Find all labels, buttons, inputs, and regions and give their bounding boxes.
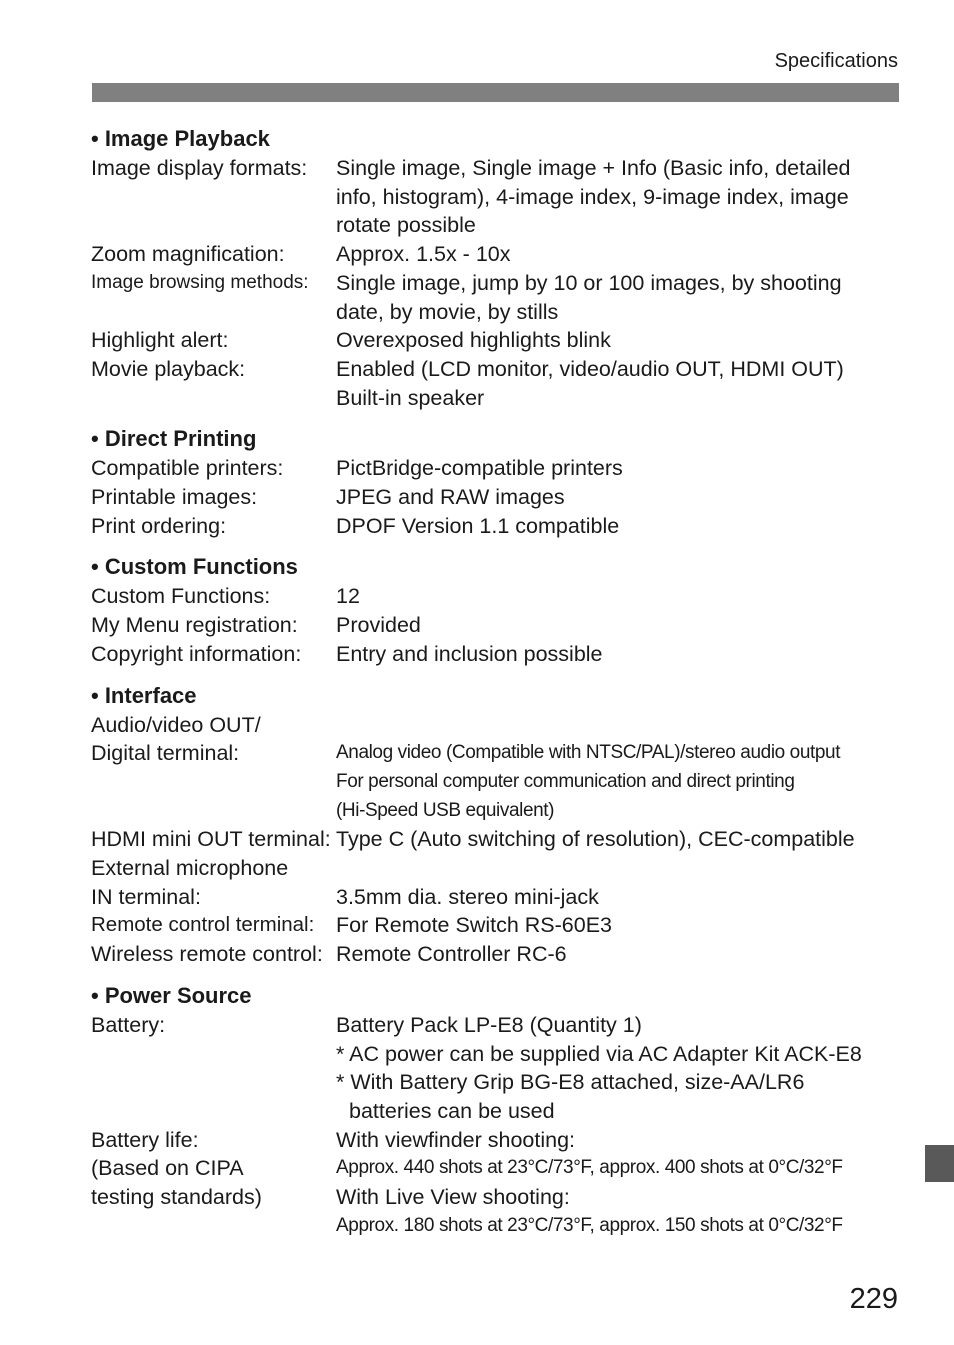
spec-content bbox=[91, 124, 906, 1253]
spec-row bbox=[91, 582, 906, 611]
spec-label: Printable images: bbox=[91, 485, 258, 510]
spec-label: Copyright information: bbox=[91, 641, 302, 666]
spec-value bbox=[336, 739, 906, 825]
spec-row bbox=[91, 1011, 906, 1126]
section-direct-printing bbox=[91, 424, 906, 540]
spec-value bbox=[336, 1126, 906, 1155]
spec-value bbox=[336, 825, 906, 854]
spec-value bbox=[336, 911, 906, 940]
spec-row bbox=[91, 483, 906, 512]
spec-value bbox=[336, 1011, 906, 1126]
spec-row bbox=[91, 240, 906, 269]
spec-label: Print ordering: bbox=[91, 513, 227, 538]
spec-value bbox=[336, 483, 906, 512]
spec-row bbox=[91, 154, 906, 240]
spec-row bbox=[91, 512, 906, 541]
value-line: Approx. 1.5x - 10x bbox=[336, 242, 511, 267]
spec-value bbox=[336, 854, 906, 883]
section-image-playback bbox=[91, 124, 906, 412]
spec-row bbox=[91, 940, 906, 969]
spec-value bbox=[336, 711, 906, 740]
spec-label: Movie playback: bbox=[91, 356, 246, 381]
value-line: For personal computer communication and direct printing bbox=[336, 770, 795, 792]
section-title: • Power Source bbox=[91, 982, 252, 1008]
spec-row bbox=[91, 883, 906, 912]
value-line: 12 bbox=[336, 584, 360, 609]
spec-value bbox=[336, 154, 906, 240]
value-line: Entry and inclusion possible bbox=[336, 641, 603, 666]
spec-label: Compatible printers: bbox=[91, 456, 284, 481]
section-title: • Direct Printing bbox=[91, 426, 257, 452]
spec-row bbox=[91, 711, 906, 740]
value-line: Remote Controller RC-6 bbox=[336, 942, 567, 967]
spec-label: IN terminal: bbox=[91, 884, 201, 909]
section-title: • Interface bbox=[91, 682, 197, 708]
spec-label: Battery: bbox=[91, 1012, 166, 1037]
spec-value bbox=[336, 1212, 906, 1241]
page-number: 229 bbox=[849, 1283, 898, 1315]
spec-row bbox=[91, 1126, 906, 1155]
spec-label: Digital terminal: bbox=[91, 741, 240, 766]
spec-label: testing standards) bbox=[91, 1185, 262, 1210]
header-bar bbox=[92, 83, 899, 102]
spec-label: Battery life: bbox=[91, 1127, 199, 1152]
value-line: DPOF Version 1.1 compatible bbox=[336, 513, 620, 538]
value-line: PictBridge-compatible printers bbox=[336, 456, 623, 481]
spec-row bbox=[91, 326, 906, 355]
spec-value bbox=[336, 640, 906, 669]
value-line: Overexposed highlights blink bbox=[336, 328, 611, 353]
spec-value bbox=[336, 240, 906, 269]
section-interface bbox=[91, 681, 906, 969]
spec-value bbox=[336, 512, 906, 541]
spec-label: External microphone bbox=[91, 856, 289, 881]
value-line: (Hi-Speed USB equivalent) bbox=[336, 799, 555, 821]
spec-value bbox=[336, 1154, 906, 1183]
spec-value bbox=[336, 940, 906, 969]
spec-row bbox=[91, 825, 906, 854]
spec-value bbox=[336, 454, 906, 483]
value-line: * With Battery Grip BG-E8 attached, size-AA/LR6 bbox=[336, 1070, 805, 1095]
spec-row bbox=[91, 1183, 906, 1212]
spec-value bbox=[336, 1183, 906, 1212]
value-line: rotate possible bbox=[336, 213, 476, 238]
spec-label: Custom Functions: bbox=[91, 584, 271, 609]
value-line: Analog video (Compatible with NTSC/PAL)/stereo audio output bbox=[336, 742, 841, 764]
spec-value bbox=[336, 582, 906, 611]
spec-label: Audio/video OUT/ bbox=[91, 712, 261, 737]
spec-value bbox=[336, 883, 906, 912]
value-line: Approx. 180 shots at 23°C/73°F, approx. 150 shots at 0°C/32°F bbox=[336, 1214, 843, 1236]
spec-label: Image browsing methods: bbox=[91, 271, 309, 293]
value-line: Battery Pack LP-E8 (Quantity 1) bbox=[336, 1012, 642, 1037]
value-line: Built-in speaker bbox=[336, 385, 485, 410]
section-title: • Custom Functions bbox=[91, 554, 298, 580]
spec-label bbox=[91, 1212, 336, 1241]
spec-row bbox=[91, 1154, 906, 1183]
spec-label: Image display formats: bbox=[91, 156, 308, 180]
spec-value bbox=[336, 326, 906, 355]
spec-label: Highlight alert: bbox=[91, 328, 229, 353]
value-line: 3.5mm dia. stereo mini-jack bbox=[336, 884, 599, 909]
spec-label: HDMI mini OUT terminal: bbox=[91, 827, 331, 852]
spec-row bbox=[91, 454, 906, 483]
spec-label: My Menu registration: bbox=[91, 613, 298, 638]
value-line: date, by movie, by stills bbox=[336, 299, 559, 324]
spec-row bbox=[91, 640, 906, 669]
value-line: Single image, jump by 10 or 100 images, by shooting bbox=[336, 270, 842, 295]
spec-row bbox=[91, 739, 906, 825]
section-title: • Image Playback bbox=[91, 126, 270, 151]
value-line: info, histogram), 4-image index, 9-image index, image bbox=[336, 184, 849, 209]
spec-value bbox=[336, 355, 906, 412]
value-line: With Live View shooting: bbox=[336, 1185, 570, 1210]
spec-value bbox=[336, 611, 906, 640]
value-line: For Remote Switch RS-60E3 bbox=[336, 913, 613, 938]
spec-label: Remote control terminal: bbox=[91, 913, 315, 937]
spec-row bbox=[91, 911, 906, 940]
spec-label: Wireless remote control: bbox=[91, 942, 323, 967]
spec-row bbox=[91, 269, 906, 326]
spec-label: (Based on CIPA bbox=[91, 1156, 244, 1181]
value-line: Type C (Auto switching of resolution), CEC-compatible bbox=[336, 827, 855, 852]
spec-label: Zoom magnification: bbox=[91, 242, 285, 267]
value-line: Single image, Single image + Info (Basic info, detailed bbox=[336, 156, 851, 180]
spec-value bbox=[336, 269, 906, 326]
value-line: Provided bbox=[336, 613, 421, 638]
section-power-source bbox=[91, 981, 906, 1241]
spec-row bbox=[91, 611, 906, 640]
value-line: JPEG and RAW images bbox=[336, 485, 565, 510]
section-custom-functions bbox=[91, 552, 906, 668]
spec-row bbox=[91, 854, 906, 883]
value-line: Enabled (LCD monitor, video/audio OUT, HDMI OUT) bbox=[336, 356, 844, 381]
value-line: With viewfinder shooting: bbox=[336, 1127, 575, 1152]
chapter-tab-marker bbox=[925, 1145, 954, 1182]
running-header-title: Specifications bbox=[774, 50, 898, 72]
value-line: * AC power can be supplied via AC Adapter Kit ACK-E8 bbox=[336, 1041, 862, 1066]
value-line: Approx. 440 shots at 23°C/73°F, approx. 400 shots at 0°C/32°F bbox=[336, 1157, 843, 1179]
spec-row bbox=[91, 1212, 906, 1241]
spec-row bbox=[91, 355, 906, 412]
value-line: batteries can be used bbox=[349, 1098, 555, 1123]
